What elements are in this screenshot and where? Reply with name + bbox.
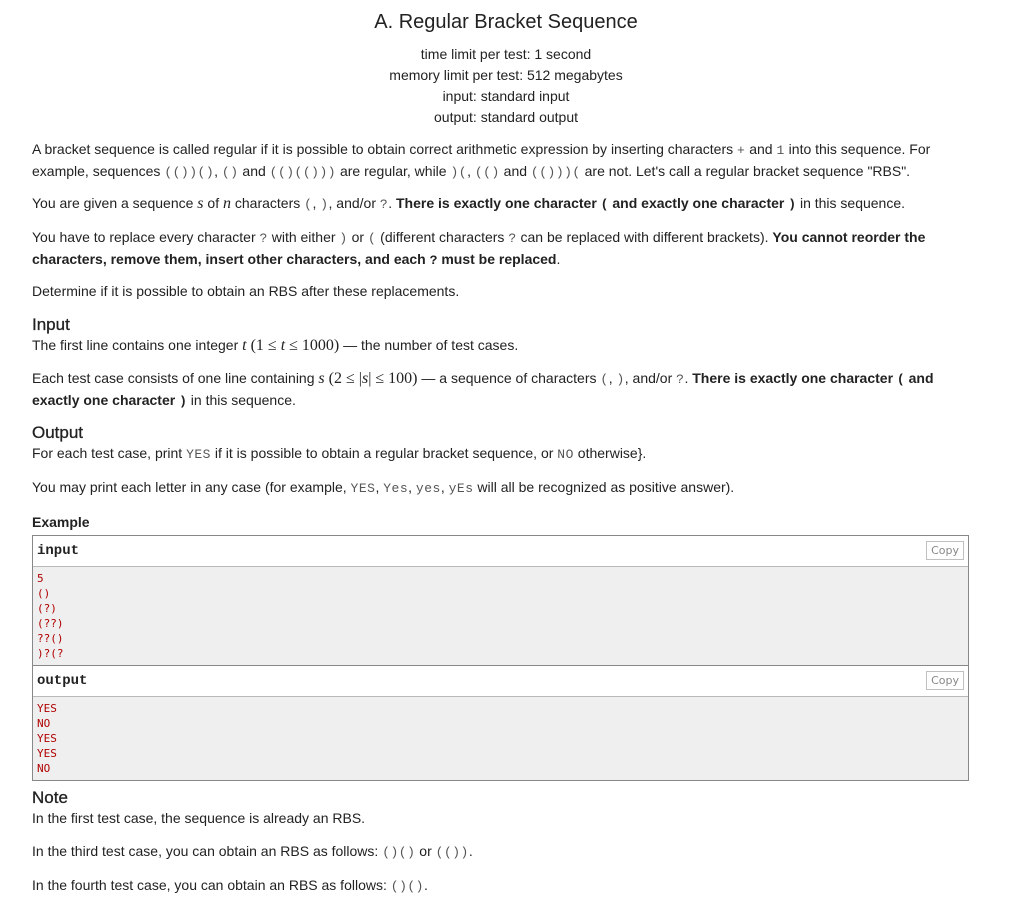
sample-input-line: )?(? (37, 647, 64, 660)
statement-paragraph-3: You have to replace every character ? with either ) or ( (different characters ? can be replaced with different brackets). You cannot reorder the characters, remove them, insert other characters, and each ? must be replaced. (32, 229, 926, 268)
sample-output-line: YES (37, 747, 57, 760)
note-title: Note (32, 788, 68, 807)
output-line-1: For each test case, print YES if it is possible to obtain a regular bracket sequence, or NO otherwise}. (32, 445, 647, 462)
sample-output-content[interactable] (33, 697, 968, 780)
sample-input-line: 5 (37, 572, 44, 585)
input-section (32, 315, 982, 356)
example-section (32, 513, 969, 781)
problem-header (32, 0, 980, 128)
sample-tests (32, 535, 969, 781)
sample-output-line: NO (37, 717, 51, 730)
copy-input-button[interactable]: Copy (926, 541, 964, 560)
output-spec: output: standard output (434, 109, 578, 125)
note-line-3: In the fourth test case, you can obtain an RBS as follows: ()(). (32, 877, 428, 894)
output-section-title: Output (32, 423, 84, 442)
problem-title: A. Regular Bracket Sequence (374, 11, 638, 33)
input-line-1: The first line contains one integer t (1 ≤ t ≤ 1000) — the number of test cases. (32, 337, 519, 354)
sample-input-label: input (37, 543, 80, 559)
memory-limit: memory limit per test: 512 megabytes (389, 67, 623, 83)
sample-input-line: ??() (37, 632, 64, 645)
input-line-2: Each test case consists of one line containing s (2 ≤ |s| ≤ 100) — a sequence of characters (, ), and/or ?. There is exactly one character ( and exactly one character ) in this sequence. (32, 370, 934, 409)
statement-paragraph-2: You are given a sequence s of n characters (, ), and/or ?. There is exactly one character ( and exactly one character ) in this sequence. (32, 195, 906, 212)
time-limit: time limit per test: 1 second (420, 46, 592, 62)
sample-input-line: () (37, 587, 51, 600)
statement-paragraph-1: A bracket sequence is called regular if it is possible to obtain correct arithmetic expression by inserting characters + and 1 into this sequence. For example, sequences (())(), () and (()(())) are regular, while )(, (() and (()))( are not. Let's call a regular bracket sequence "RBS". (32, 141, 931, 180)
sample-output-label: output (37, 673, 88, 689)
example-title: Example (32, 514, 90, 530)
sample-output-line: NO (37, 762, 51, 775)
note-line-2: In the third test case, you can obtain an RBS as follows: ()() or (()). (32, 843, 473, 860)
statement-paragraph-4: Determine if it is possible to obtain an RBS after these replacements. (32, 283, 460, 299)
sample-input-line: (??) (37, 617, 64, 630)
output-line-2: You may print each letter in any case (for example, YES, Yes, yes, yEs will all be recognized as positive answer). (32, 479, 735, 496)
sample-input-header (33, 536, 968, 567)
input-section-title: Input (32, 315, 70, 334)
sample-output-line: YES (37, 702, 57, 715)
copy-output-button[interactable]: Copy (926, 671, 964, 690)
note-line-1: In the first test case, the sequence is already an RBS. (32, 810, 366, 826)
sample-input-content[interactable] (33, 567, 968, 666)
sample-output-header (33, 666, 968, 697)
output-section (32, 423, 982, 465)
sample-input-line: (?) (37, 602, 57, 615)
note-section (32, 788, 982, 828)
input-spec: input: standard input (442, 88, 570, 104)
sample-output-line: YES (37, 732, 57, 745)
